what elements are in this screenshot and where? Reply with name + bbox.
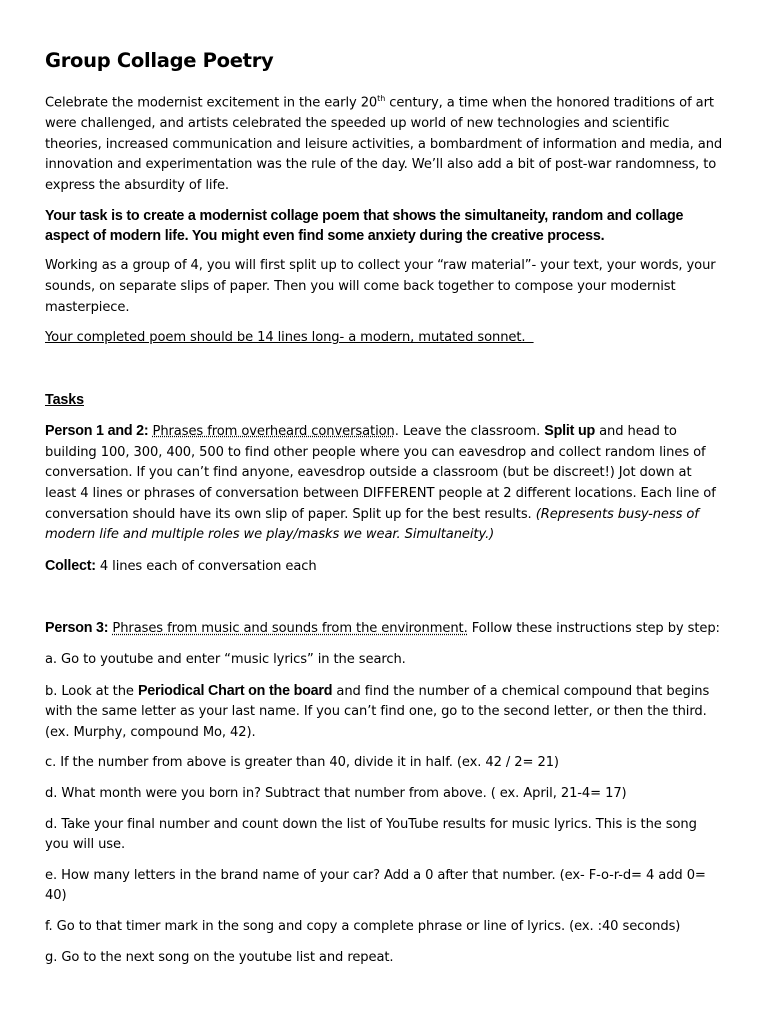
person-3-instructions <box>45 618 724 640</box>
step-b-bold: Periodical Chart on the board <box>137 682 333 699</box>
step-f: f. Go to that timer mark in the song and copy a complete phrase or line of lyrics. (ex. :40 seconds) <box>45 918 681 934</box>
page-title: Group Collage Poetry <box>45 49 274 72</box>
step-b-post: and find the number of a chemical compound that begins with the same letter as your last name. If you can’t find one, go to the second letter, or then the third. (ex. Murphy, compound Mo, 42). <box>45 683 710 740</box>
split-up-emphasis: Split up <box>544 423 596 440</box>
person-1-2-label: Person 1 and 2: <box>45 423 149 440</box>
step-e: e. How many letters in the brand name of your car? Add a 0 after that number. (ex- F-o-r-d= 4 add 0= 40) <box>45 867 706 904</box>
collect-label: Collect: <box>45 557 96 574</box>
step-g: g. Go to the next song on the youtube list and repeat. <box>45 949 394 965</box>
person-1-2-text-a: . Leave the classroom. <box>394 424 545 440</box>
step-d-month: d. What month were you born in? Subtract that number from above. ( ex. April, 21-4= 17) <box>45 786 627 802</box>
step-b <box>45 681 724 744</box>
task-statement: Your task is to create a modernist collage poem that shows the simultaneity, random and collage aspect of modern life. You might even find some anxiety during the creative process. <box>45 208 684 245</box>
step-c: c. If the number from above is greater than 40, divide it in half. (ex. 42 / 2= 21) <box>45 755 559 771</box>
step-a: a. Go to youtube and enter “music lyrics” in the search. <box>45 652 406 668</box>
person-1-2-phrase: Phrases from overheard conversation <box>152 424 395 440</box>
person-1-2-text-b: and head to building 100, 300, 400, 500 to find other people where you can eavesdrop and collect random lines of conversation. If you can’t find anyone, eavesdrop outside a classroom (but be discreet!) Jot down at least 4 lines or phrases of conversation between DIFFERENT people at 2 different locations. Each line of conversation should have its own slip of paper. Split up for the best results. <box>45 424 716 522</box>
person-3-text: Follow these instructions step by step: <box>467 621 720 637</box>
step-d-final: d. Take your final number and count down the list of YouTube results for music lyrics. This is the song you will use. <box>45 816 697 853</box>
intro-text-a: Celebrate the modernist excitement in the early 20 <box>45 95 378 111</box>
intro-paragraph <box>45 89 724 196</box>
poem-requirement-text: Your completed poem should be 14 lines long- a modern, mutated sonnet. <box>45 330 534 346</box>
person-3-label: Person 3: <box>45 620 109 637</box>
tasks-heading <box>45 390 724 412</box>
person-1-2-italic-note: (Represents busy-ness of modern life and multiple roles we play/masks we wear. Simultaneity.) <box>45 506 699 543</box>
collect-text: 4 lines each of conversation each <box>95 558 317 574</box>
intro-text-b: century, a time when the honored traditions of art were challenged, and artists celebrated the speeded up world of new technologies and scientific theories, increased communication and leisure activities, a bombardment of information and media, and innovation and experimentation was the rule of the day. We’ll also add a bit of post-war randomness, to express the absurdity of life. <box>45 95 723 193</box>
person-3-phrase: Phrases from music and sounds from the environment. <box>112 621 468 637</box>
collect-line <box>45 556 724 578</box>
tasks-heading-text: Tasks <box>45 391 84 408</box>
step-b-pre: b. Look at the <box>45 683 138 699</box>
intro-superscript: th <box>377 94 386 103</box>
group-instructions: Working as a group of 4, you will first split up to collect your “raw material”- your text, your words, your sounds, on separate slips of paper. Then you will come back together to compose your modernist masterpiece. <box>45 258 716 315</box>
person-1-2-instructions <box>45 421 724 546</box>
poem-requirement <box>45 328 724 349</box>
